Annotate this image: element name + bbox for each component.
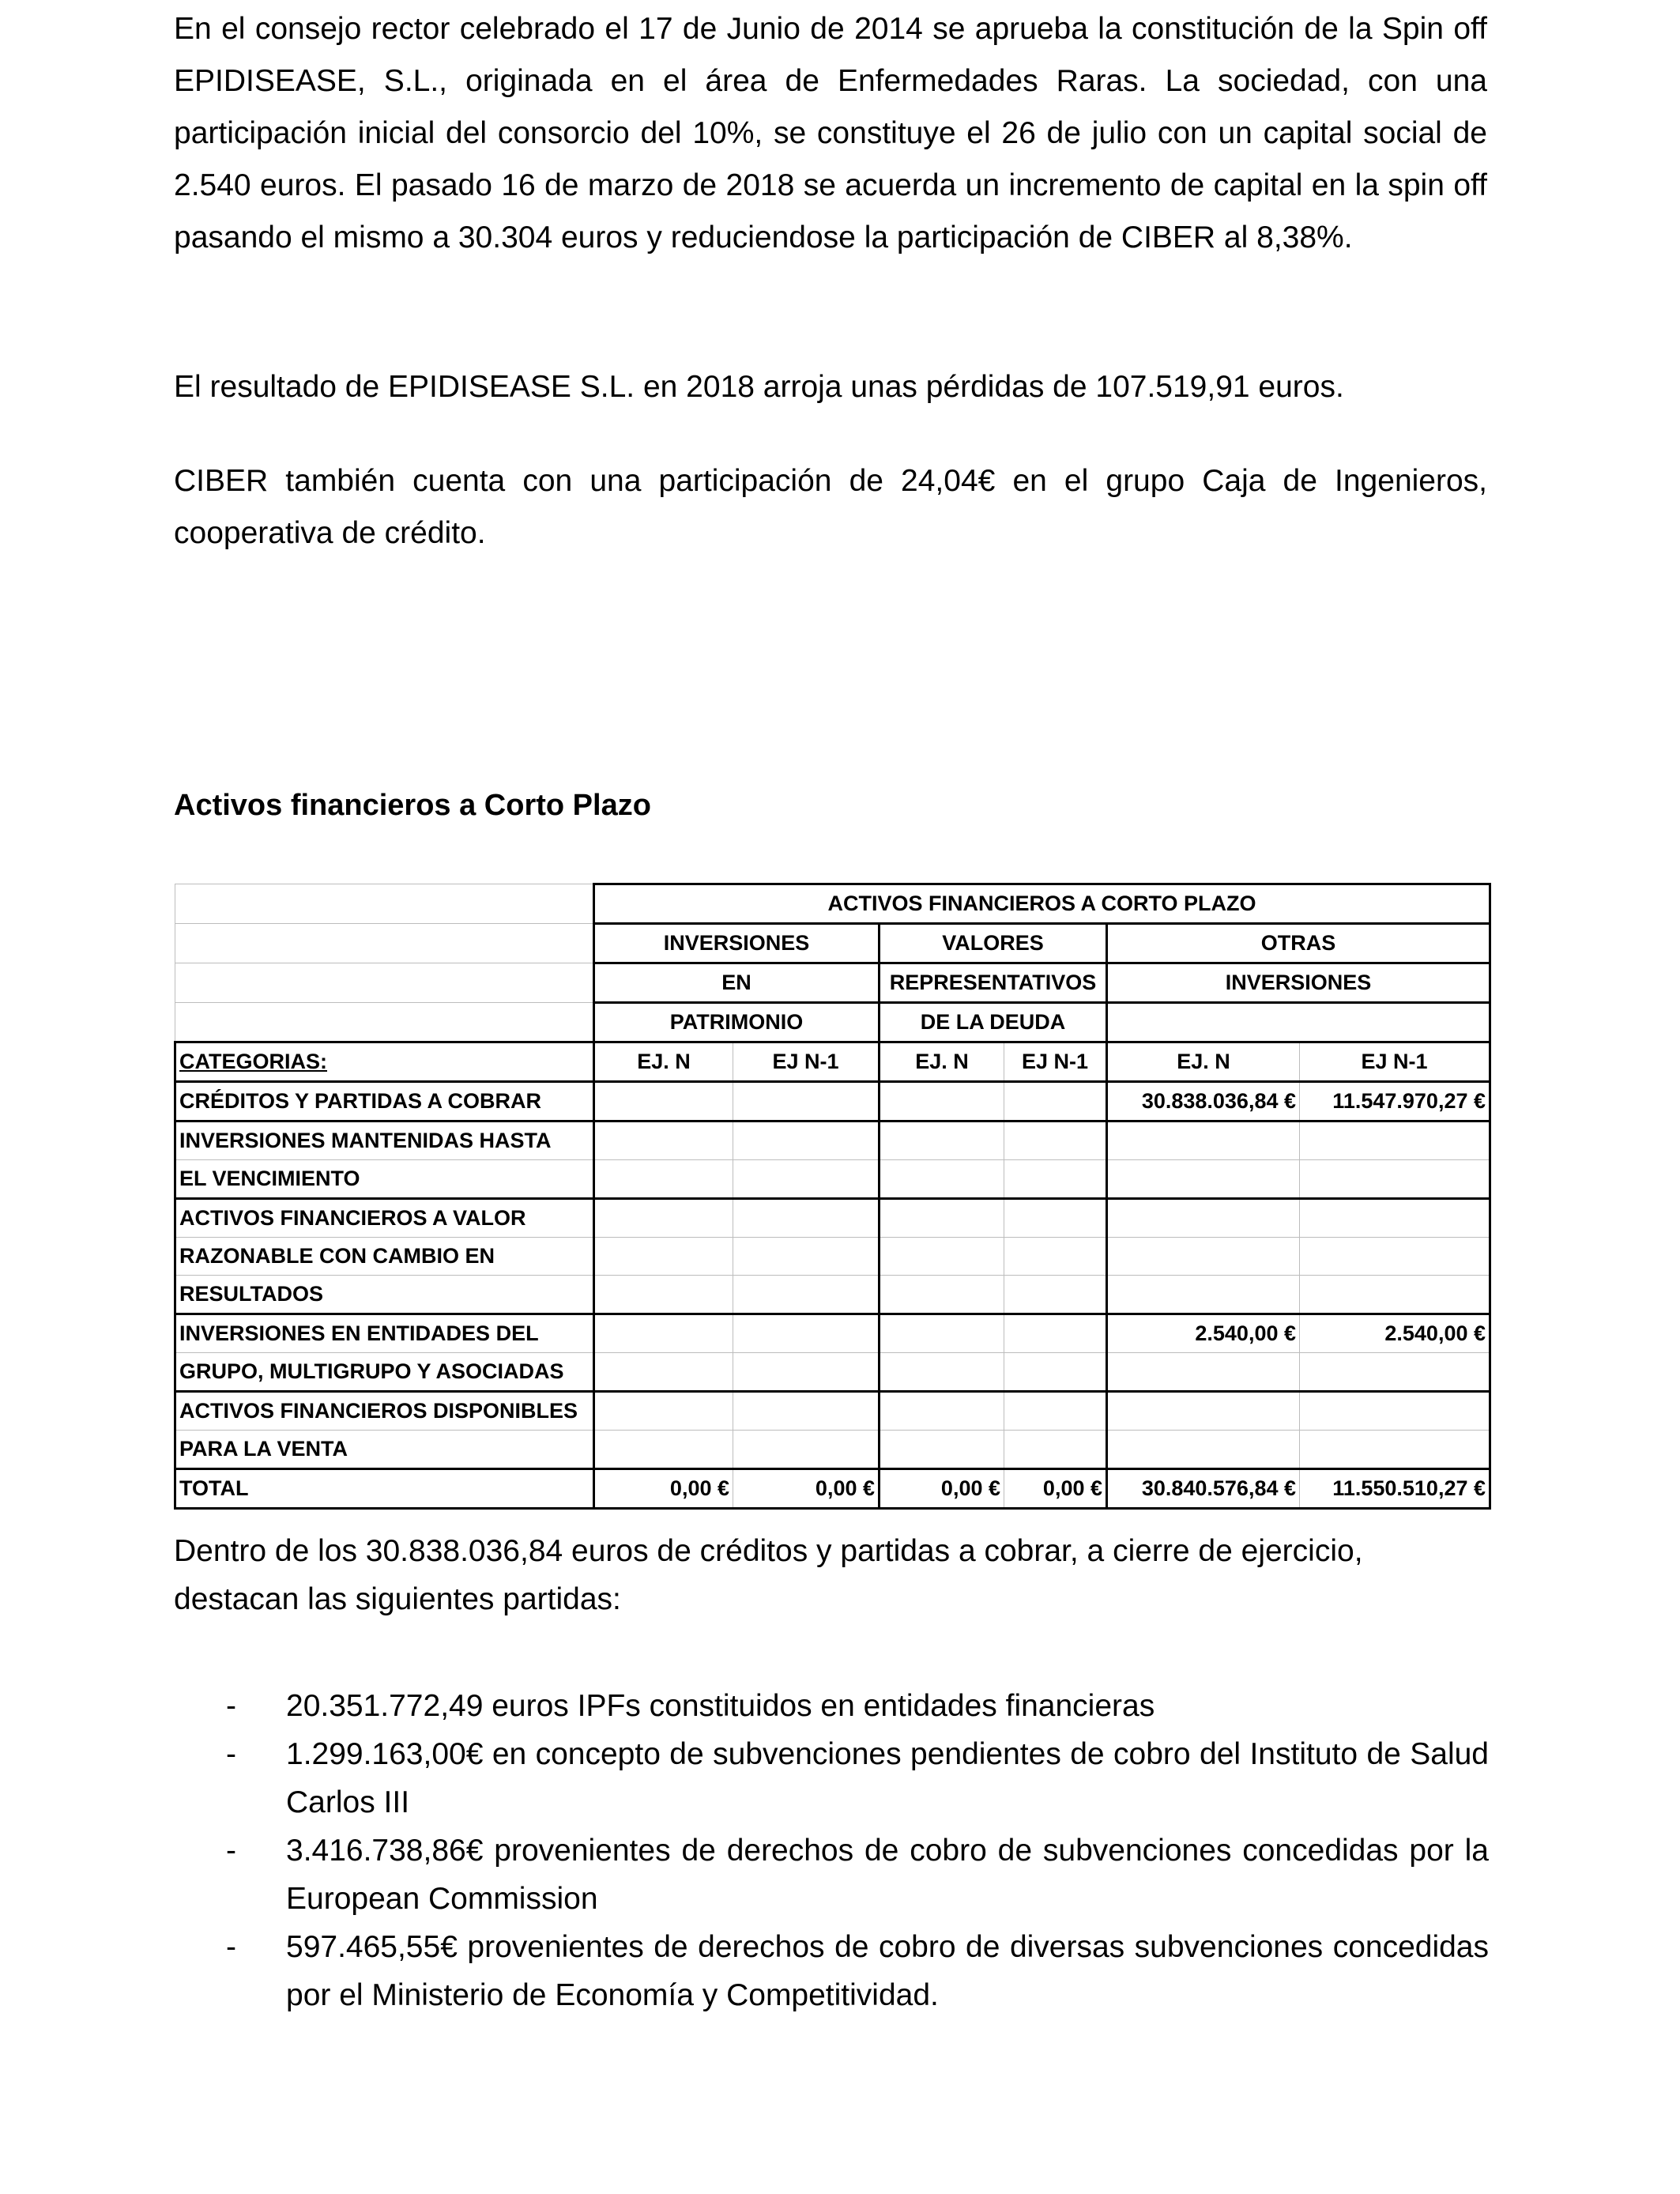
table-row [175,1314,1490,1353]
table-row-continuation [175,1276,1490,1314]
table-header-row [175,1003,1490,1042]
table-cell [1107,1431,1300,1469]
paragraph-caja-ingenieros: CIBER también cuenta con una participación de 24,04€ en el grupo Caja de Ingenieros, cooperativa de crédito. [174,464,1487,550]
row-label: CRÉDITOS Y PARTIDAS A COBRAR [175,1082,594,1122]
bullet-dash: - [226,1834,236,1868]
bullet-text: 20.351.772,49 euros IPFs constituidos en entidades financieras [286,1689,1155,1723]
group-header-inversiones-otras: INVERSIONES [1107,963,1490,1003]
table-cell [1300,1431,1490,1469]
table-cell [1300,1353,1490,1392]
table-cell [880,1160,1004,1199]
bullet-text: 597.465,55€ provenientes de derechos de cobro de diversas subvenciones concedidas por el Ministerio de Economía y Competitividad. [286,1930,1489,2012]
table-cell [1004,1276,1107,1314]
table-cell [1300,1199,1490,1238]
row-label: RAZONABLE CON CAMBIO EN [175,1238,594,1276]
table-cell [1004,1431,1107,1469]
row-label: GRUPO, MULTIGRUPO Y ASOCIADAS [175,1353,594,1392]
table-cell [1107,1392,1300,1431]
column-header-row [175,1042,1490,1082]
table-cell [1004,1082,1107,1122]
table-row [175,1392,1490,1431]
header-empty-cell [175,924,594,963]
table-row-continuation [175,1431,1490,1469]
table-total-row [175,1469,1490,1509]
table-cell [733,1276,880,1314]
table-cell [1300,1160,1490,1199]
row-label: INVERSIONES EN ENTIDADES DEL [175,1314,594,1353]
group-header-patrimonio: PATRIMONIO [594,1003,880,1042]
table-cell [1004,1392,1107,1431]
table-cell [1004,1122,1107,1160]
column-header: EJ N-1 [1004,1042,1107,1082]
table-cell [733,1314,880,1353]
group-header-otras-blank [1107,1003,1490,1042]
table-cell [880,1199,1004,1238]
total-cell: 11.550.510,27 € [1300,1469,1490,1509]
table-cell [594,1353,733,1392]
table-row [175,1082,1490,1122]
table-cell [1004,1314,1107,1353]
table-cell [594,1122,733,1160]
table-cell [594,1276,733,1314]
table-main-header: ACTIVOS FINANCIEROS A CORTO PLAZO [594,884,1490,924]
table-cell: 2.540,00 € [1107,1314,1300,1353]
row-label: ACTIVOS FINANCIEROS A VALOR [175,1199,594,1238]
header-empty-cell [175,1003,594,1042]
row-label: ACTIVOS FINANCIEROS DISPONIBLES [175,1392,594,1431]
table-row-continuation [175,1353,1490,1392]
table-cell [733,1082,880,1122]
header-empty-cell [175,884,594,924]
total-cell: 0,00 € [594,1469,733,1509]
table-cell [1107,1238,1300,1276]
table-cell [594,1238,733,1276]
table-cell [880,1238,1004,1276]
table-cell [1107,1276,1300,1314]
total-cell: 30.840.576,84 € [1107,1469,1300,1509]
categories-label: CATEGORIAS: [175,1042,594,1082]
table-row [175,1199,1490,1238]
table-cell [594,1082,733,1122]
total-cell: 0,00 € [1004,1469,1107,1509]
table-cell [1107,1160,1300,1199]
bullet-item [174,1826,1489,1923]
table-cell [594,1431,733,1469]
financial-assets-table [174,883,1491,1510]
table-cell [880,1392,1004,1431]
paragraph-creditos-intro: Dentro de los 30.838.036,84 euros de créditos y partidas a cobrar, a cierre de ejercicio, destacan las siguientes partidas: [174,1534,1363,1616]
table-cell [1300,1276,1490,1314]
column-header: EJ N-1 [733,1042,880,1082]
table-cell [733,1199,880,1238]
bullet-dash: - [226,1689,236,1723]
total-cell: 0,00 € [733,1469,880,1509]
table-cell [1107,1122,1300,1160]
financial-assets-table-wrapper [174,883,1489,1510]
row-label: INVERSIONES MANTENIDAS HASTA [175,1122,594,1160]
group-header-en: EN [594,963,880,1003]
group-header-valores: VALORES [880,924,1107,963]
table-cell [1004,1353,1107,1392]
table-cell [733,1160,880,1199]
header-empty-cell [175,963,594,1003]
table-cell [1300,1122,1490,1160]
paragraph-epidisease-constitution: En el consejo rector celebrado el 17 de Junio de 2014 se aprueba la constitución de la Spin off EPIDISEASE, S.L., originada en el área de Enfermedades Raras. La sociedad, con una participación inicial del consorcio del 10%, se constituye el 26 de julio con un capital social de 2.540 euros. El pasado 16 de marzo de 2018 se acuerda un incremento de capital en la spin off pasando el mismo a 30.304 euros y reduciendose la participación de CIBER al 8,38%. [174,12,1487,254]
bullet-item [174,1730,1489,1826]
table-cell [1004,1160,1107,1199]
section-heading: Activos financieros a Corto Plazo [174,789,651,822]
table-cell [1004,1238,1107,1276]
table-cell [1300,1392,1490,1431]
table-header-row [175,884,1490,924]
table-cell [594,1314,733,1353]
table-cell [733,1392,880,1431]
paragraph-epidisease-result: El resultado de EPIDISEASE S.L. en 2018 arroja unas pérdidas de 107.519,91 euros. [174,370,1344,404]
table-cell [594,1392,733,1431]
table-row-continuation [175,1238,1490,1276]
row-label: RESULTADOS [175,1276,594,1314]
column-header: EJ. N [1107,1042,1300,1082]
group-header-otras: OTRAS [1107,924,1490,963]
table-cell [880,1122,1004,1160]
table-cell [1300,1238,1490,1276]
table-cell [1107,1353,1300,1392]
column-header: EJ N-1 [1300,1042,1490,1082]
group-header-inversiones: INVERSIONES [594,924,880,963]
table-header-row [175,963,1490,1003]
bullet-dash: - [226,1737,236,1771]
bullet-item [174,1923,1489,2019]
total-label: TOTAL [175,1469,594,1509]
bullet-text: 1.299.163,00€ en concepto de subvenciones pendientes de cobro del Instituto de Salud Carlos III [286,1737,1489,1819]
total-cell: 0,00 € [880,1469,1004,1509]
table-cell [594,1160,733,1199]
table-cell [594,1199,733,1238]
table-cell [733,1431,880,1469]
column-header: EJ. N [880,1042,1004,1082]
row-label: EL VENCIMIENTO [175,1160,594,1199]
table-cell [1107,1199,1300,1238]
table-cell: 30.838.036,84 € [1107,1082,1300,1122]
table-cell [880,1082,1004,1122]
table-cell [880,1431,1004,1469]
table-cell: 2.540,00 € [1300,1314,1490,1353]
bullet-text: 3.416.738,86€ provenientes de derechos de cobro de subvenciones concedidas por la European Commission [286,1834,1489,1916]
table-cell [1004,1199,1107,1238]
bullet-list [174,1682,1489,2019]
table-cell [880,1276,1004,1314]
table-row-continuation [175,1160,1490,1199]
bullet-item [174,1682,1489,1730]
table-row [175,1122,1490,1160]
column-header: EJ. N [594,1042,733,1082]
table-cell [733,1353,880,1392]
table-cell [733,1238,880,1276]
bullet-dash: - [226,1930,236,1964]
table-cell: 11.547.970,27 € [1300,1082,1490,1122]
row-label: PARA LA VENTA [175,1431,594,1469]
group-header-de-la-deuda: DE LA DEUDA [880,1003,1107,1042]
table-cell [733,1122,880,1160]
group-header-representativos: REPRESENTATIVOS [880,963,1107,1003]
table-cell [880,1314,1004,1353]
table-header-row [175,924,1490,963]
table-cell [880,1353,1004,1392]
